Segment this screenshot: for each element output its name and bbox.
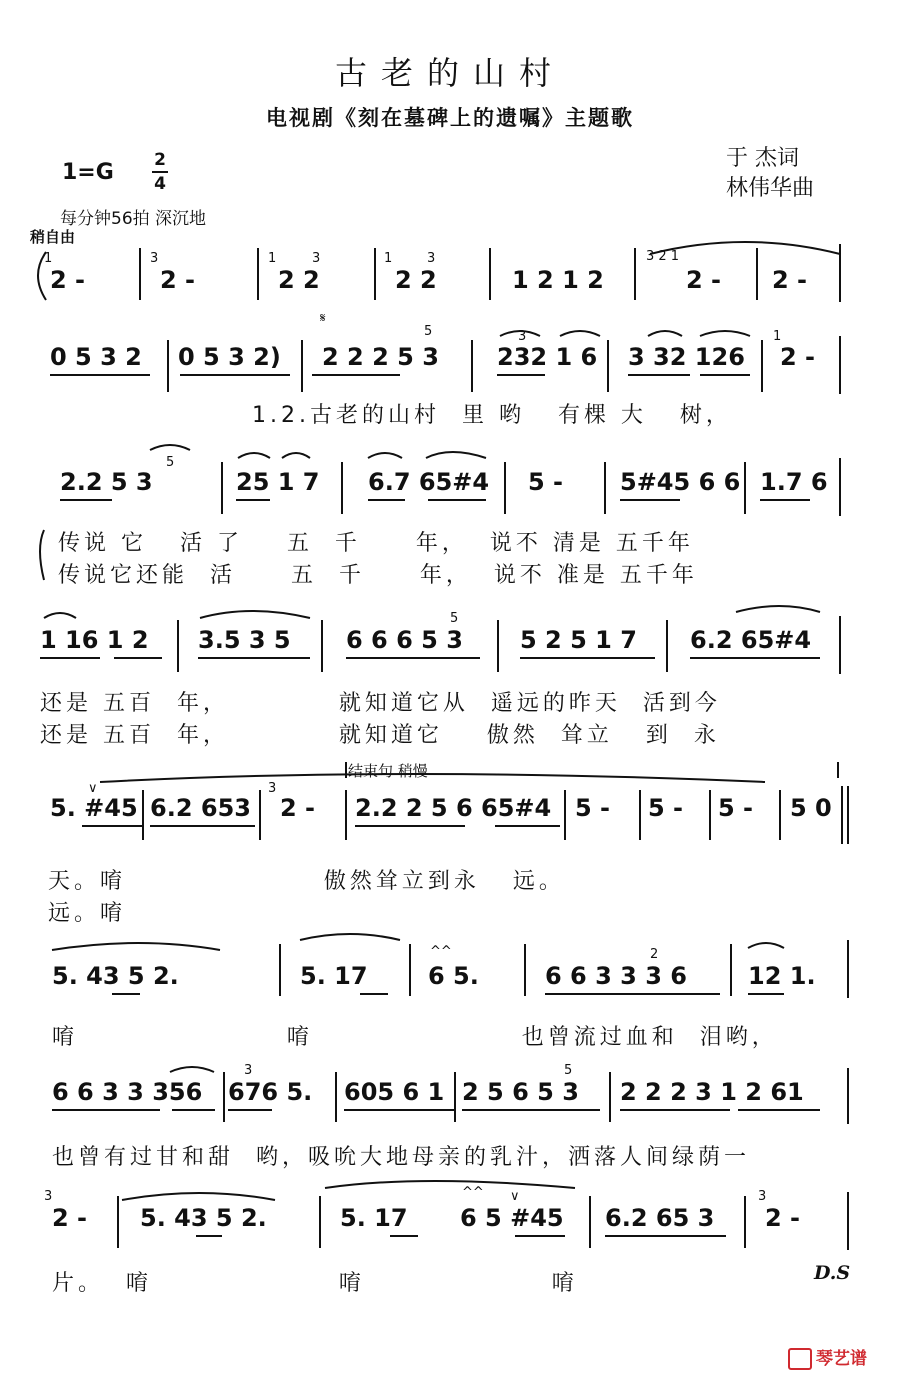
svg-text:5 -: 5 - bbox=[575, 794, 611, 822]
svg-text:0 5 3 2: 0 5 3 2 bbox=[50, 343, 142, 371]
svg-text:232 1 6: 232 1 6 bbox=[497, 343, 598, 371]
svg-text:3: 3 bbox=[758, 1189, 767, 1204]
svg-text:2 -: 2 - bbox=[280, 794, 316, 822]
svg-text:6.2 65#4: 6.2 65#4 bbox=[690, 626, 812, 654]
lyric-line-4a: 天。唷 傲然耸立到永 远。 bbox=[48, 869, 565, 894]
svg-text:5 0: 5 0 bbox=[790, 794, 832, 822]
logo-text: 琴艺谱 bbox=[816, 1349, 867, 1369]
lyricist: 于 杰词 bbox=[725, 146, 799, 171]
svg-text:5 -: 5 - bbox=[528, 468, 564, 496]
svg-text:5. 17: 5. 17 bbox=[340, 1204, 408, 1232]
svg-text:2 2 2 5 3: 2 2 2 5 3 bbox=[322, 343, 439, 371]
lyric-line-7: 片。 唷 唷 唷 bbox=[52, 1271, 578, 1296]
svg-text:2 2: 2 2 bbox=[395, 266, 437, 294]
svg-text:3: 3 bbox=[427, 251, 436, 266]
svg-text:1: 1 bbox=[44, 251, 53, 266]
svg-text:1: 1 bbox=[773, 329, 782, 344]
svg-text:2 -: 2 - bbox=[772, 266, 808, 294]
svg-text:5. 43 5 2.: 5. 43 5 2. bbox=[52, 962, 179, 990]
svg-text:2 -: 2 - bbox=[52, 1204, 88, 1232]
svg-text:3 2 1: 3 2 1 bbox=[646, 249, 680, 264]
svg-text:5: 5 bbox=[166, 455, 175, 470]
svg-text:1 16 1 2: 1 16 1 2 bbox=[40, 626, 149, 654]
svg-text:5#45 6 6: 5#45 6 6 bbox=[620, 468, 741, 496]
svg-text:3 32 126: 3 32 126 bbox=[628, 343, 745, 371]
svg-text:∨: ∨ bbox=[510, 1189, 520, 1204]
svg-text:2 -: 2 - bbox=[765, 1204, 801, 1232]
svg-text:1: 1 bbox=[268, 251, 277, 266]
svg-text:5. 17: 5. 17 bbox=[300, 962, 368, 990]
lyric-line-3a: 还是 五百 年， 就知道它从 遥远的昨天 活到今 bbox=[40, 691, 721, 716]
svg-text:6 6 3 3 3 6: 6 6 3 3 3 6 bbox=[545, 962, 687, 990]
svg-text:5: 5 bbox=[424, 324, 433, 339]
svg-text:5 2 5 1 7: 5 2 5 1 7 bbox=[520, 626, 637, 654]
song-title: 古老的山村 bbox=[334, 54, 565, 92]
svg-text:3.5 3 5: 3.5 3 5 bbox=[198, 626, 291, 654]
svg-text:5 -: 5 - bbox=[718, 794, 754, 822]
svg-text:3: 3 bbox=[312, 251, 321, 266]
svg-text:1: 1 bbox=[384, 251, 393, 266]
svg-text:3: 3 bbox=[244, 1063, 253, 1078]
lyric-line-6: 也曾有过甘和甜 哟，吸吮大地母亲的乳汁，洒落人间绿荫一 bbox=[52, 1145, 750, 1170]
svg-text:2.2 2 5 6 65#4: 2.2 2 5 6 65#4 bbox=[355, 794, 552, 822]
svg-text:6 5 #45: 6 5 #45 bbox=[460, 1204, 564, 1232]
composer: 林伟华曲 bbox=[725, 176, 814, 201]
svg-text:2.2 5 3: 2.2 5 3 bbox=[60, 468, 153, 496]
lyric-line-1: 1.2.古老的山村 里 哟 有棵 大 树， bbox=[252, 403, 732, 428]
svg-text:2: 2 bbox=[650, 947, 659, 962]
svg-text:^^: ^^ bbox=[462, 1185, 484, 1200]
svg-text:∨: ∨ bbox=[88, 781, 98, 796]
svg-text:6.2 65 3: 6.2 65 3 bbox=[605, 1204, 715, 1232]
svg-text:605 6 1: 605 6 1 bbox=[344, 1078, 445, 1106]
ending-marking: 结束句 稍慢 bbox=[348, 762, 428, 780]
svg-text:5: 5 bbox=[564, 1063, 573, 1078]
site-logo bbox=[788, 1344, 867, 1370]
svg-text:6 6 6 5 3: 6 6 6 5 3 bbox=[346, 626, 463, 654]
lyric-line-4b: 远。唷 bbox=[48, 901, 127, 926]
svg-text:2 -: 2 - bbox=[780, 343, 816, 371]
song-subtitle: 电视剧《刻在墓碑上的遗嘱》主题歌 bbox=[266, 106, 634, 130]
svg-text:12 1.: 12 1. bbox=[748, 962, 816, 990]
svg-text:3: 3 bbox=[518, 329, 527, 344]
svg-text:^^: ^^ bbox=[430, 944, 452, 959]
svg-text:2 5 6 5 3: 2 5 6 5 3 bbox=[462, 1078, 579, 1106]
svg-text:5: 5 bbox=[450, 611, 459, 626]
svg-text:3: 3 bbox=[44, 1189, 53, 1204]
svg-text:6.7 65#4: 6.7 65#4 bbox=[368, 468, 490, 496]
tempo-marking: 每分钟56拍 深沉地 bbox=[60, 209, 207, 229]
lyric-line-2b: 传说它还能 活 五 千 年， 说不 准是 五千年 bbox=[58, 563, 698, 588]
svg-text:2 2 2 3 1 2 61: 2 2 2 3 1 2 61 bbox=[620, 1078, 804, 1106]
svg-text:6 5.: 6 5. bbox=[428, 962, 479, 990]
lyric-line-3b: 还是 五百 年， 就知道它 傲然 耸立 到 永 bbox=[40, 723, 720, 748]
svg-text:3: 3 bbox=[268, 781, 277, 796]
meter-bottom: 4 bbox=[154, 174, 166, 194]
key-signature: 1=G bbox=[62, 160, 114, 185]
svg-text:5. #45: 5. #45 bbox=[50, 794, 138, 822]
svg-text:6 6 3 3 356: 6 6 3 3 356 bbox=[52, 1078, 203, 1106]
svg-text:5 -: 5 - bbox=[648, 794, 684, 822]
svg-text:2 -: 2 - bbox=[160, 266, 196, 294]
svg-text:1.7 6: 1.7 6 bbox=[760, 468, 828, 496]
free-tempo-marking: 稍自由 bbox=[30, 228, 76, 246]
svg-text:0 5 3 2): 0 5 3 2) bbox=[178, 343, 281, 371]
svg-text:2 2: 2 2 bbox=[278, 266, 320, 294]
svg-text:2 -: 2 - bbox=[50, 266, 86, 294]
lyric-line-5: 唷 唷 也曾流过血和 泪哟， bbox=[52, 1025, 778, 1050]
svg-text:6.2 653: 6.2 653 bbox=[150, 794, 251, 822]
svg-text:1 2 1 2: 1 2 1 2 bbox=[512, 266, 604, 294]
svg-text:25 1 7: 25 1 7 bbox=[236, 468, 320, 496]
dal-segno-marking: D.S bbox=[814, 1262, 851, 1284]
svg-text:𝄋: 𝄋 bbox=[320, 311, 326, 326]
svg-text:5. 43 5 2.: 5. 43 5 2. bbox=[140, 1204, 267, 1232]
meter-top: 2 bbox=[154, 150, 166, 170]
svg-text:3: 3 bbox=[150, 251, 159, 266]
lyric-line-2a: 传说 它 活 了 五 千 年， 说不 清是 五千年 bbox=[58, 531, 694, 556]
logo-icon bbox=[788, 1348, 812, 1370]
svg-text:676 5.: 676 5. bbox=[228, 1078, 313, 1106]
svg-text:2 -: 2 - bbox=[686, 266, 722, 294]
